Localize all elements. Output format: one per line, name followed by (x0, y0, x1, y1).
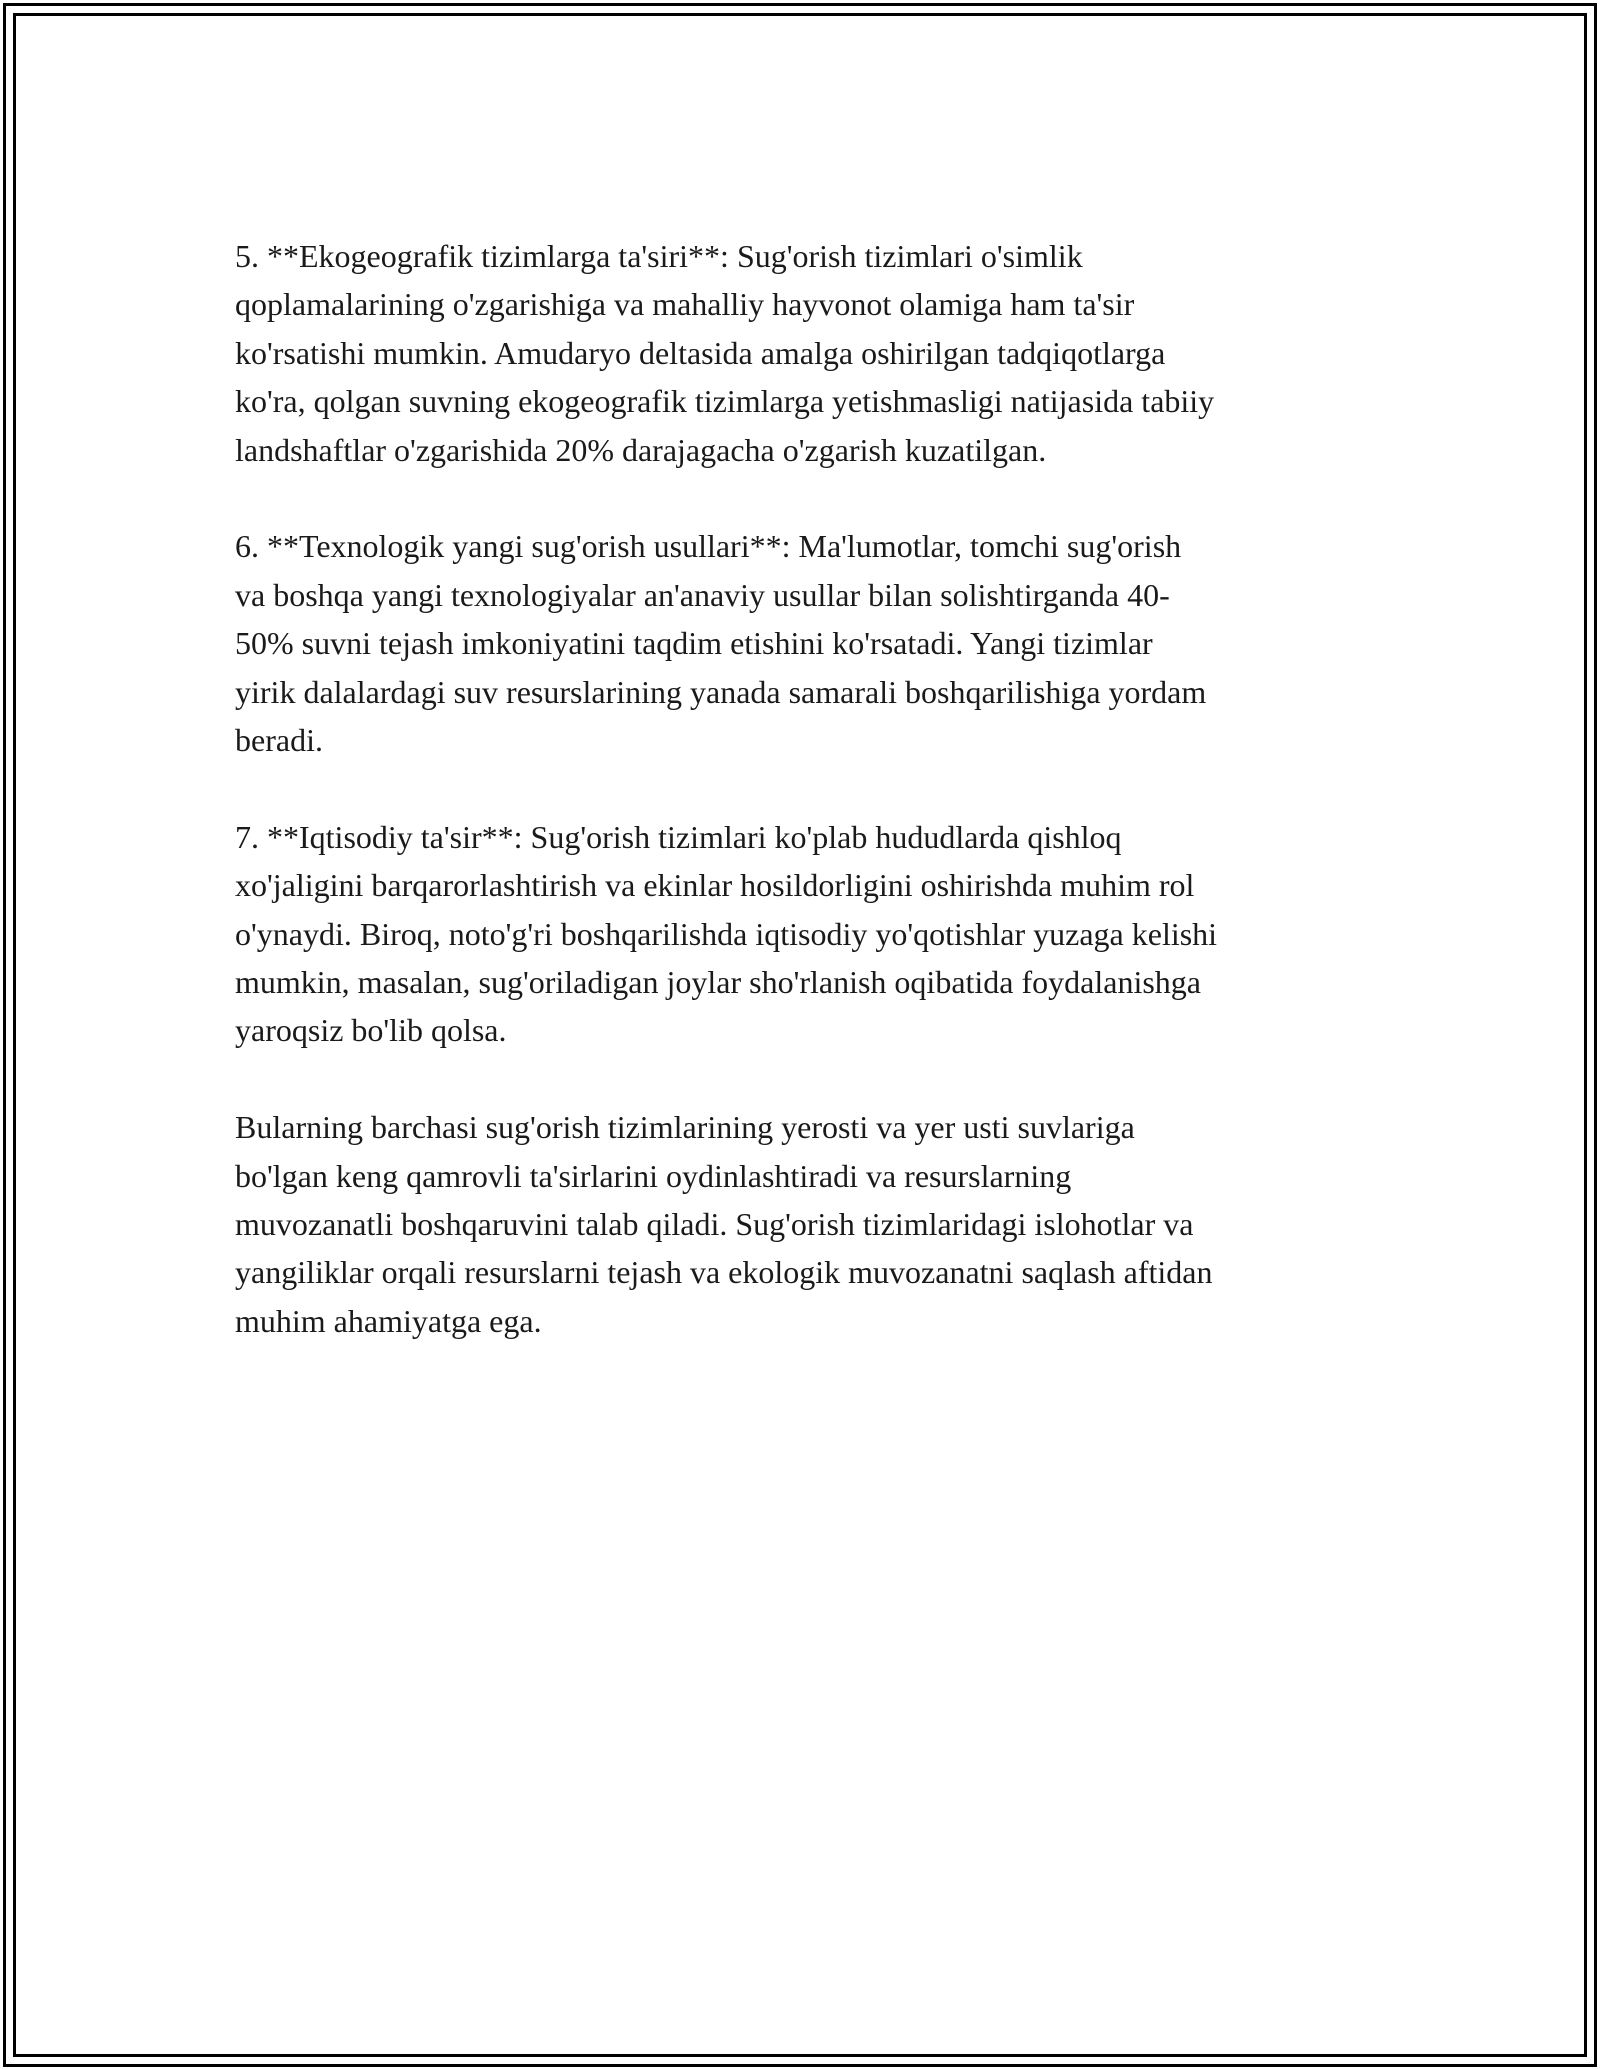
paragraph-ecogeographic-impact: 5. **Ekogeografik tizimlarga ta'siri**: Sug'orish tizimlari o'simlik qoplamalarining o'zgarishiga va mahalliy hayvonot olamiga ham ta'sir ko'rsatishi mumkin. Amudaryo deltasida amalga oshirilgan tadqiqotlarga ko'ra, qolgan suvning ekogeografik tizimlarga yetishmasligi natijasida tabiiy landshaftlar o'zgarishida 20% darajagacha o'zgarish kuzatilgan. (235, 238, 1215, 468)
paragraph-economic-impact: 7. **Iqtisodiy ta'sir**: Sug'orish tizimlari ko'plab hududlarda qishloq xo'jaligini barqarorlashtirish va ekinlar hosildorligini oshirishda muhim rol o'ynaydi. Biroq, noto'g'ri boshqarilishda iqtisodiy yo'qotishlar yuzaga kelishi mumkin, masalan, sug'oriladigan joylar sho'rlanish oqibatida foydalanishga yaroqsiz bo'lib qolsa. (235, 818, 1218, 1049)
paragraph-new-irrigation-technologies: 6. **Texnologik yangi sug'orish usullari**: Ma'lumotlar, tomchi sug'orish va boshqa yangi texnologiyalar an'anaviy usullar bilan solishtirganda 40- 50% suvni tejash imkoniyatini taqdim etishini ko'rsatadi. Yangi tizimlar yirik dalalardagi suv resurslarining yanada samarali boshqarilishiga yordam beradi. (235, 528, 1207, 759)
document-body (235, 232, 1375, 1394)
paragraph-conclusion: Bularning barchasi sug'orish tizimlarining yerosti va yer usti suvlariga bo'lgan keng qamrovli ta'sirlarini oydinlashtiradi va resurslarning muvozanatli boshqaruvini talab qiladi. Sug'orish tizimlaridagi islohotlar va yangiliklar orqali resurslarni tejash va ekologik muvozanatni saqlash aftidan muhim ahamiyatga ega. (235, 1109, 1213, 1339)
